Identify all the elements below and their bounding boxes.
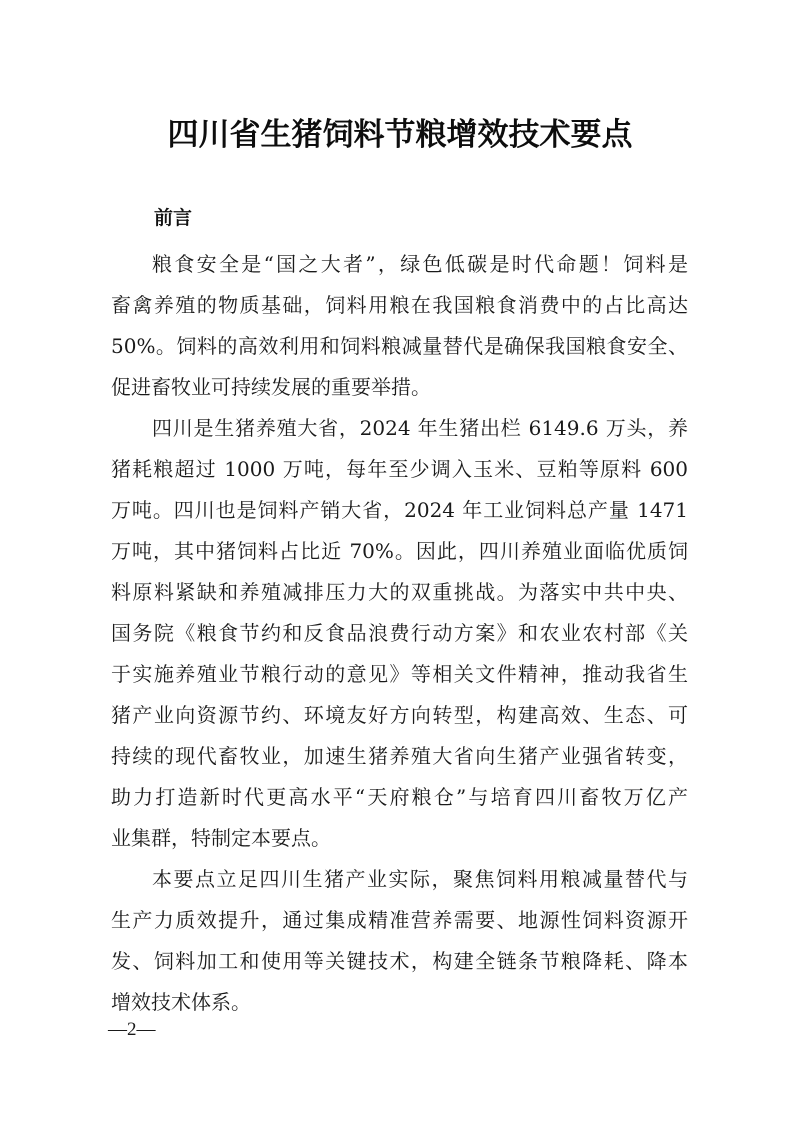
paragraph-2-line: 猪产业向资源节约、环境友好方向转型，构建高效、生态、可 (111, 703, 688, 727)
paragraph-3-line: 本要点立足四川生猪产业实际，聚焦饲料用粮减量替代与 (152, 867, 688, 891)
paragraph-3-line: 生产力质效提升，通过集成精准营养需要、地源性饲料资源开 (111, 908, 688, 932)
paragraph-2-line: 持续的现代畜牧业，加速生猪养殖大省向生猪产业强省转变， (111, 744, 688, 768)
paragraph-2-line: 猪耗粮超过 1000 万吨，每年至少调入玉米、豆粕等原料 600 (111, 457, 688, 481)
paragraph-2-line: 于实施养殖业节粮行动的意见》等相关文件精神，推动我省生 (111, 662, 688, 686)
paragraph-2-line: 四川是生猪养殖大省，2024 年生猪出栏 6149.6 万头，养 (152, 416, 688, 440)
paragraph-3-line: 发、饲料加工和使用等关键技术，构建全链条节粮降耗、降本 (111, 949, 688, 973)
paragraph-1-line: 畜禽养殖的物质基础，饲料用粮在我国粮食消费中的占比高达 (111, 293, 688, 317)
paragraph-2-line: 国务院《粮食节约和反食品浪费行动方案》和农业农村部《关 (111, 621, 688, 645)
paragraph-1-line: 50%。饲料的高效利用和饲料粮减量替代是确保我国粮食安全、 (111, 334, 688, 358)
page-number: —2— (108, 1019, 156, 1040)
paragraph-1-line: 粮食安全是“国之大者”，绿色低碳是时代命题！饲料是 (152, 252, 688, 276)
paragraph-2-line: 料原料紧缺和养殖减排压力大的双重挑战。为落实中共中央、 (111, 580, 688, 604)
paragraph-3-line: 增效技术体系。 (111, 990, 251, 1014)
paragraph-1-line: 促进畜牧业可持续发展的重要举措。 (111, 375, 431, 399)
section-heading-preface: 前言 (154, 207, 193, 229)
paragraph-2-line: 万吨。四川也是饲料产销大省，2024 年工业饲料总产量 1471 (111, 498, 688, 522)
paragraph-2-line: 万吨，其中猪饲料占比近 70%。因此，四川养殖业面临优质饲 (111, 539, 688, 563)
paragraph-2-line: 助力打造新时代更高水平“天府粮仓”与培育四川畜牧万亿产 (111, 785, 688, 809)
document-title: 四川省生猪饲料节粮增效技术要点 (167, 117, 633, 153)
paragraph-2-line: 业集群，特制定本要点。 (111, 826, 331, 850)
document-body (111, 244, 688, 1023)
